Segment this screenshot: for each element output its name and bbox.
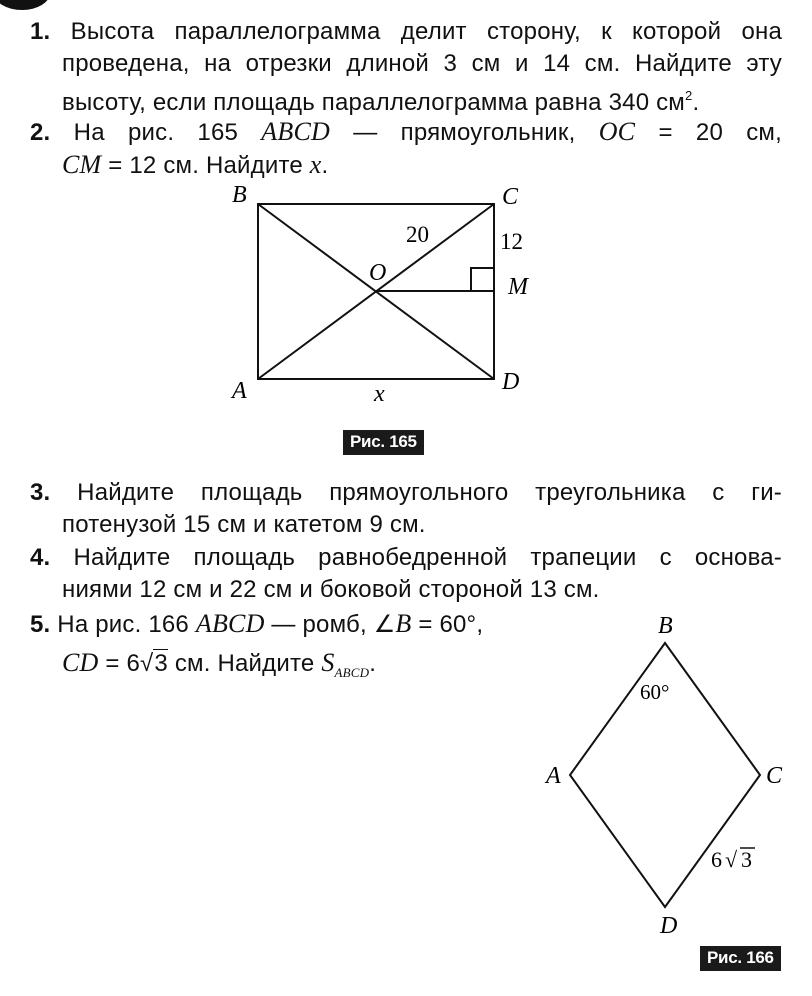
figure-166-caption: Рис. 166 <box>700 946 781 971</box>
sqrt-sign: √ <box>140 650 154 677</box>
side-label-cd-sqrt: √ <box>725 847 738 872</box>
right-angle-mark <box>471 268 494 291</box>
problem-number: 4. <box>30 544 51 571</box>
vertex-label-b: B <box>232 182 247 208</box>
angle-label-b: 60° <box>640 680 670 704</box>
figure-165-rectangle <box>220 180 550 410</box>
problem-number: 5. <box>30 611 51 638</box>
problem-text-line: Высота параллелограмма делит сторону, к которой она <box>70 18 782 45</box>
vertex-label-d: D <box>502 369 520 395</box>
problem-5: 5. На рис. 166 ABCD — ромб, ∠B = 60°, CD = 6√3 см. Найдите $S_{ABCD}$. <box>30 609 484 680</box>
problem-3 <box>30 477 782 541</box>
side-label-cd-number: 6 <box>711 847 722 872</box>
problem-number: 3. <box>30 479 51 506</box>
problem-number: 1. <box>30 18 51 45</box>
problem-text-line: Найдите площадь равнобедренной трапеции с основа- <box>73 544 782 571</box>
page-corner-mark <box>0 0 50 10</box>
problem-4 <box>30 542 782 606</box>
problem-1: 1. Высота параллелограмма делит сторону, к которой она проведена, на отрезки длиной 3 см и 14 см. Найдите эту высоту, если площадь параллелограмма равна 340 $см^2$. <box>30 18 782 116</box>
length-label-cm: 12 <box>500 229 523 254</box>
figure-166-rhombus <box>530 605 800 940</box>
vertex-label-a: A <box>546 763 561 789</box>
problem-2: 2. На рис. 165 ABCD — прямоугольник, OC = 20 см, CM = 12 см. Найдите x. <box>30 117 782 179</box>
point-label-o: O <box>369 260 387 286</box>
vertex-label-a: A <box>232 378 247 404</box>
vertex-label-d: D <box>660 913 678 939</box>
figure-165-caption: Рис. 165 <box>343 430 424 455</box>
problem-text-line: проведена, на отрезки длиной 3 см и 14 см. Найдите эту <box>62 50 782 77</box>
problem-text-line: высоту, если площадь параллелограмма равна 340 см <box>62 89 686 116</box>
length-label-x: x <box>374 381 385 407</box>
problem-text-line: ниями 12 см и 22 см и боковой стороной 13 см. <box>62 576 600 603</box>
length-label-oc: 20 <box>406 222 429 247</box>
point-label-m: M <box>508 274 528 300</box>
problem-text-line: потенузой 15 см и катетом 9 см. <box>62 511 426 538</box>
problem-text-line: Найдите площадь прямоугольного треугольника с ги- <box>77 479 782 506</box>
vertex-label-c: C <box>502 184 519 210</box>
problem-number: 2. <box>30 119 51 146</box>
vertex-label-b: B <box>658 613 673 639</box>
vertex-label-c: C <box>766 763 783 789</box>
side-label-cd-radicand: 3 <box>741 847 752 872</box>
superscript: 2 <box>685 88 693 103</box>
